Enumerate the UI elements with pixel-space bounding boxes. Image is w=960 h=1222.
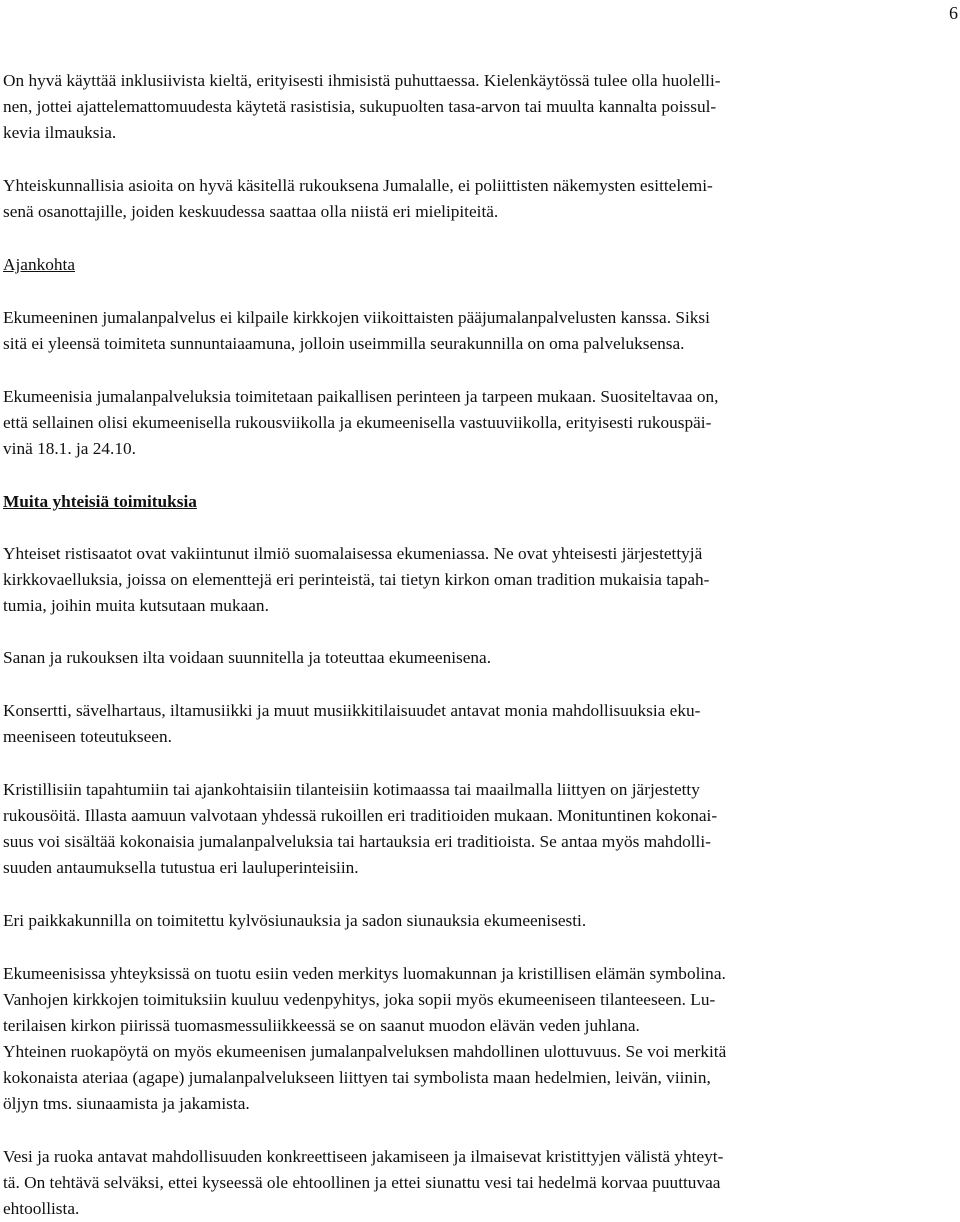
text-line: Ekumeenisia jumalanpalveluksia toimitetaan paikallisen perinteen ja tarpeen mukaan. Suositeltavaa on, [3,387,719,406]
text-line: öljyn tms. siunaamista ja jakamista. [3,1094,250,1113]
paragraph-inclusive-language [3,68,955,146]
text-line: Yhteiset ristisaatot ovat vakiintunut ilmiö suomalaisessa ekumeniassa. Ne ovat yhteisesti järjestettyjä [3,544,703,563]
text-line: että sellainen olisi ekumeenisella rukousviikolla ja ekumeenisella vastuuviikolla, erityisesti rukouspäi- [3,413,712,432]
text-line: Ekumeeninen jumalanpalvelus ei kilpaile kirkkojen viikoittaisten pääjumalanpalvelusten kanssa. Siksi [3,308,710,327]
text-line: suus voi sisältää kokonaisia jumalanpalveluksia tai hartauksia eri traditioista. Se antaa myös mahdolli- [3,832,711,851]
paragraph-no-competition [3,305,955,357]
document-body [3,68,955,1222]
text-line: terilaisen kirkon piirissä tuomasmessuliikkeessä se on saanut muodon elävän veden juhlana. [3,1016,640,1035]
paragraph-concerts [3,698,955,750]
subheading-text: Ajankohta [3,255,75,274]
text-line: Sanan ja rukouksen ilta voidaan suunnitella ja toteuttaa ekumeenisena. [3,648,492,667]
paragraph-sharing [3,1144,955,1222]
heading-text: Muita yhteisiä toimituksia [3,492,197,511]
text-line: kokonaista ateriaa (agape) jumalanpalvelukseen liittyen tai symbolista maan hedelmien, leivän, viinin, [3,1068,711,1087]
text-line: Konsertti, sävelhartaus, iltamusiikki ja muut musiikkitilaisuudet antavat monia mahdollisuuksia eku- [3,701,701,720]
text-line: Ekumeenisissa yhteyksissä on tuotu esiin veden merkitys luomakunnan ja kristillisen elämän symbolina. [3,964,726,983]
paragraph-water-and-food [3,961,955,1117]
text-line: rukousöitä. Illasta aamuun valvotaan yhdessä rukoillen eri traditioiden mukaan. Monituntinen kokonai- [3,806,718,825]
text-line: Eri paikkakunnilla on toimitettu kylvösiunauksia ja sadon siunauksia ekumeenisesti. [3,911,587,930]
text-line: Yhteinen ruokapöytä on myös ekumeenisen jumalanpalveluksen mahdollinen ulottuvuus. Se voi merkitä [3,1042,727,1061]
text-line: Kristillisiin tapahtumiin tai ajankohtaisiin tilanteisiin kotimaassa tai maailmalla liittyen on järjestetty [3,780,700,799]
text-line: kirkkovaelluksia, joissa on elementtejä eri perinteistä, tai tietyn kirkon oman tradition mukaisia tapah- [3,570,710,589]
paragraph-word-and-prayer [3,645,955,671]
page-number: 6 [949,3,958,23]
heading-other-common-services [3,489,955,515]
text-line: kevia ilmauksia. [3,123,117,142]
text-line: suuden antaumuksella tutustua eri lauluperinteisiin. [3,858,359,877]
paragraph-blessings [3,908,955,934]
paragraph-processions [3,541,955,619]
paragraph-prayer-nights [3,777,955,881]
text-line: ehtoollista. [3,1199,80,1218]
text-line: sitä ei yleensä toimiteta sunnuntaiaamuna, jolloin useimmilla seurakunnilla on oma palveluksensa. [3,334,685,353]
text-line: senä osanottajille, joiden keskuudessa saattaa olla niistä eri mielipiteitä. [3,202,499,221]
text-line: Yhteiskunnallisia asioita on hyvä käsitellä rukouksena Jumalalle, ei poliittisten näkemysten esittelemi- [3,176,713,195]
text-line: tumia, joihin muita kutsutaan mukaan. [3,596,269,615]
text-line: On hyvä käyttää inklusiivista kieltä, erityisesti ihmisistä puhuttaessa. Kielenkäytössä tulee olla huolelli- [3,71,721,90]
text-line: meeniseen toteutukseen. [3,727,172,746]
paragraph-local-tradition [3,384,955,462]
subheading-ajankohta [3,252,955,278]
text-line: nen, jottei ajattelemattomuudesta käytetä rasistisia, sukupuolten tasa-arvon tai muulta kannalta poissul- [3,97,717,116]
text-line: Vesi ja ruoka antavat mahdollisuuden konkreettiseen jakamiseen ja ilmaisevat kristittyjen välistä yhteyt- [3,1147,724,1166]
text-line: tä. On tehtävä selväksi, ettei kyseessä ole ehtoollinen ja ettei siunattu vesi tai hedelmä korvaa puuttuvaa [3,1173,721,1192]
text-line: Vanhojen kirkkojen toimituksiin kuuluu vedenpyhitys, joka sopii myös ekumeeniseen tilanteeseen. Lu- [3,990,716,1009]
text-line: vinä 18.1. ja 24.10. [3,439,136,458]
paragraph-social-issues [3,173,955,225]
